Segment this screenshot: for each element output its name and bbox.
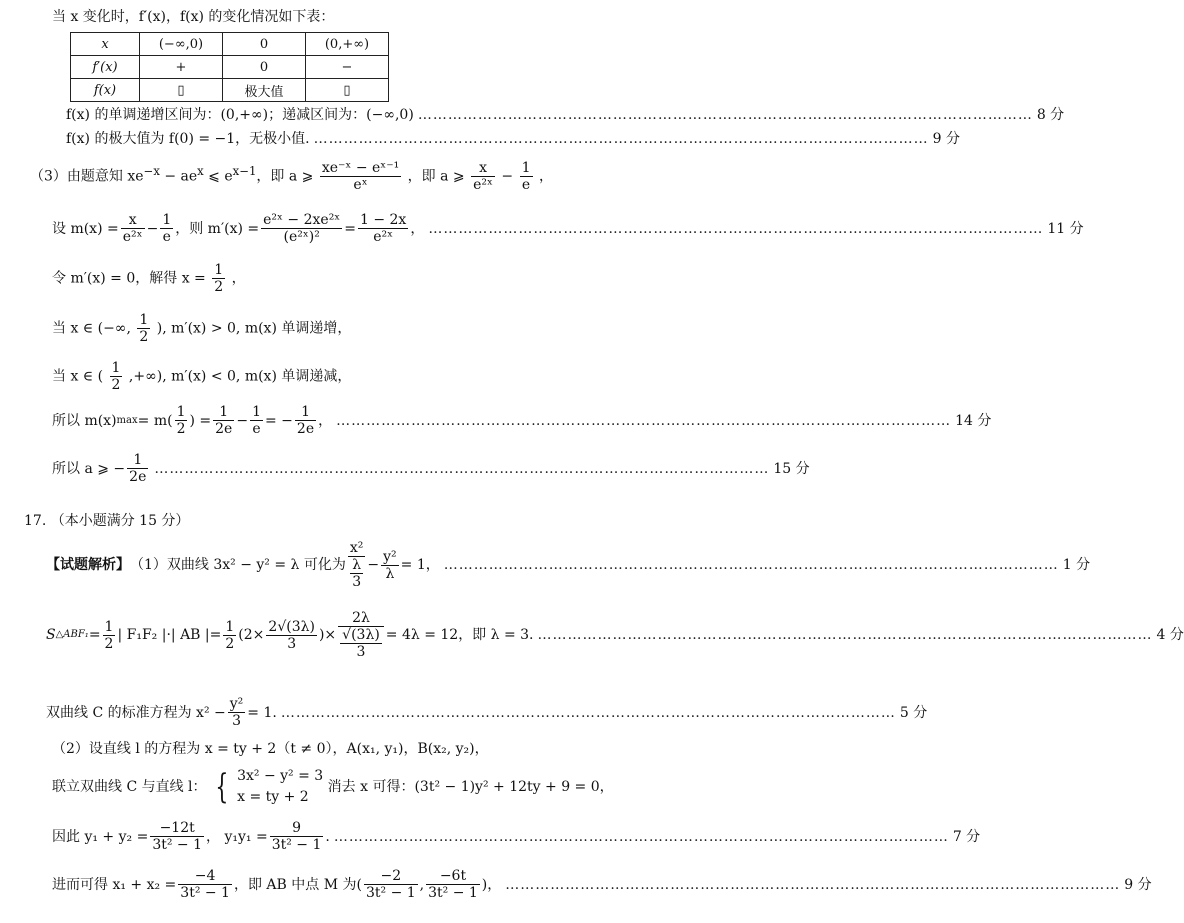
dot-leader: …………………………………………………………………………………………………………… [417, 107, 1033, 123]
q17-part1-line1 [46, 540, 1091, 591]
text: ), m′(x) > 0, m(x) 单调递增， [156, 320, 352, 337]
text: ， [318, 412, 333, 429]
dot-leader: …………………………………………………………………………………………………………… [505, 876, 1121, 893]
numerator: 1 [162, 212, 172, 228]
q17-heading: 17. （本小题满分 15 分） [24, 513, 190, 529]
table-cell: (0,+∞) [306, 33, 389, 56]
q17-standard-eq-line [46, 696, 928, 730]
text: 双曲线 C 的标准方程为 x² − [46, 704, 226, 721]
text: （1）双曲线 3x² − y² = λ 可化为 [130, 557, 346, 574]
text: 当 x ∈ (−∞, [52, 320, 131, 337]
denominator: (e²ˣ)² [283, 229, 320, 246]
text: 当 x ∈ ( [52, 368, 104, 385]
dot-leader: …………………………………………………………………………………………………………… [428, 220, 1044, 237]
text: 联立双曲线 C 与直线 l： [52, 779, 207, 795]
numerator: 1 [176, 404, 186, 420]
dot-leader: …………………………………………………………………………………………………………… [280, 704, 896, 721]
dot-leader: …………………………………………………………………………………………………………… [443, 557, 1059, 574]
part3-line7 [52, 452, 810, 486]
fraction [175, 404, 188, 437]
numerator: 1 [139, 312, 149, 328]
text: − ae [159, 168, 198, 185]
text: （3）由题意知 xe [30, 168, 144, 185]
part3-line3 [52, 262, 246, 295]
superscript: −x [143, 163, 160, 178]
table-cell: (−∞,0) [140, 33, 223, 56]
numerator: xe⁻ˣ − eˣ⁻¹ [321, 160, 400, 176]
text: 消去 x 可得：(3t² − 1)y² + 12ty + 9 = 0， [327, 779, 614, 795]
denominator: e [162, 229, 171, 246]
dot-leader: …………………………………………………………………………………………………………… [333, 828, 949, 845]
table-cell: 0 [223, 56, 306, 79]
score-label: 9 分 [932, 131, 960, 147]
part3-line2 [52, 212, 1084, 246]
table-cell: ▯ [140, 79, 223, 102]
denominator: 3 [356, 644, 366, 661]
equation: 3x² − y² = 3 [237, 768, 324, 784]
table-cell: 0 [223, 33, 306, 56]
numerator: −12t [150, 820, 204, 837]
fraction [350, 557, 363, 590]
part3-line1 [30, 160, 553, 193]
numerator: 1 [213, 404, 234, 421]
fraction [160, 212, 173, 245]
text: | F₁F₂ |·| AB |= [117, 627, 222, 644]
text: − [236, 412, 249, 429]
fraction [250, 404, 263, 437]
variation-table [70, 32, 389, 102]
table-row [71, 56, 389, 79]
numerator: 1 [127, 452, 148, 469]
q17-vieta-line [52, 820, 981, 854]
fraction [381, 549, 399, 582]
q17-system-line [52, 766, 614, 808]
text: = 1. [247, 704, 277, 721]
denominator: eˣ [353, 177, 368, 194]
fraction [471, 160, 495, 193]
denominator: 2 [225, 635, 235, 652]
text: = m( [137, 412, 173, 429]
text: ) = [189, 412, 212, 429]
numerator: λ [350, 557, 363, 574]
denominator: 2e [296, 421, 315, 438]
fraction [426, 868, 480, 901]
table-cell: f(x) [71, 79, 140, 102]
denominator: 3t² − 1 [428, 885, 478, 902]
text: S [46, 627, 56, 644]
fraction [270, 820, 324, 853]
numerator: y² [383, 548, 397, 565]
fraction [127, 452, 148, 485]
fraction [212, 262, 225, 295]
fraction [340, 627, 382, 660]
fraction [320, 160, 401, 193]
fraction [338, 610, 384, 660]
denominator: 2 [111, 377, 121, 394]
denominator: 2 [176, 421, 186, 438]
denominator: 3t² − 1 [365, 885, 416, 902]
fraction [137, 312, 150, 345]
denominator: 3t² − 1 [271, 837, 322, 854]
text: , [419, 876, 425, 893]
numerator: x [471, 160, 495, 177]
superscript: x [197, 163, 204, 178]
score-label: 9 分 [1124, 876, 1152, 893]
fraction [178, 868, 232, 901]
part3-line4 [52, 312, 351, 345]
denominator: e [521, 177, 531, 194]
fraction [348, 540, 366, 590]
fraction [295, 404, 316, 437]
denominator: 3 [287, 635, 297, 652]
numerator: 2λ [338, 610, 384, 627]
fraction [261, 212, 342, 245]
superscript: x−1 [232, 163, 257, 178]
q17-midpoint-line [52, 868, 1152, 902]
text: − [367, 557, 380, 574]
numerator: √(3λ) [342, 627, 380, 644]
fraction [358, 212, 408, 245]
subscript: max [116, 414, 138, 426]
table-cell: + [140, 56, 223, 79]
numerator: 9 [270, 820, 324, 837]
denominator: 3t² − 1 [180, 885, 230, 902]
table-header-row [71, 33, 389, 56]
score-label: 11 分 [1047, 220, 1084, 237]
text: )， [481, 876, 502, 893]
denominator: e²ˣ [373, 229, 394, 246]
monotonic-text: f(x) 的单调递增区间为：(0,+∞)；递减区间为：(−∞,0) [66, 107, 414, 123]
numerator: x² [349, 540, 364, 556]
score-label: 8 分 [1036, 107, 1065, 123]
text: . [325, 828, 330, 845]
score-label: 5 分 [899, 704, 928, 721]
numerator: −2 [364, 868, 418, 885]
q17-part2-line: （2）设直线 l 的方程为 x = ty + 2（t ≠ 0），A(x₁, y₁)，B(x₂, y₂)， [52, 741, 489, 757]
dot-leader: …………………………………………………………………………………………………………… [336, 412, 952, 429]
fraction [110, 360, 123, 393]
text: = 4λ = 12，即 λ = 3. [385, 627, 534, 644]
text: = 1， [400, 557, 440, 574]
part3-line5 [52, 360, 351, 393]
numerator: 1 [104, 618, 114, 635]
numerator: 1 [225, 618, 235, 635]
denominator: e²ˣ [122, 229, 143, 246]
table-row [71, 79, 389, 102]
fraction [213, 404, 234, 437]
left-brace: { [215, 767, 229, 807]
fraction [121, 212, 145, 245]
denominator: 2 [104, 635, 114, 652]
numerator: e²ˣ − 2xe²ˣ [263, 212, 341, 228]
numerator: 1 [521, 160, 531, 176]
text: ， [231, 270, 246, 287]
denominator: e²ˣ [473, 177, 493, 194]
text: 所以 a ⩾ − [52, 460, 126, 477]
score-label: 7 分 [952, 828, 981, 845]
fraction [150, 820, 204, 853]
table-intro: 当 x 变化时，f′(x)，f(x) 的变化情况如下表： [52, 9, 335, 25]
text: ， [538, 168, 553, 185]
subscript: △ABF₁ [55, 629, 89, 641]
denominator: λ [385, 565, 395, 582]
text: = − [265, 412, 293, 429]
numerator: 1 [295, 404, 316, 421]
part3-line6 [52, 404, 992, 438]
text: ⩽ e [203, 168, 233, 185]
fraction [266, 619, 317, 652]
score-label: 15 分 [773, 460, 810, 477]
denominator: 2 [139, 329, 149, 346]
text: ，即 a ⩾ [256, 168, 314, 185]
dot-leader: …………………………………………………………………………………………………………… [154, 460, 770, 477]
dot-leader: …………………………………………………………………………………………………………… [537, 627, 1153, 644]
text: ，即 AB 中点 M 为( [233, 876, 362, 893]
numerator: x [121, 212, 145, 229]
text: 进而可得 x₁ + x₂ = [52, 876, 177, 893]
text: 所以 m(x) [52, 412, 117, 429]
text: − [146, 220, 159, 237]
table-cell: ▯ [306, 79, 389, 102]
numerator: 2√(3λ) [268, 618, 315, 635]
fraction [364, 868, 418, 901]
table-cell: f′(x) [71, 56, 140, 79]
text: (2× [238, 627, 265, 644]
text: ,+∞), m′(x) < 0, m(x) 单调递减， [128, 368, 352, 385]
q17-area-line [46, 610, 1184, 661]
numerator: −6t [426, 868, 480, 885]
denominator: 2e [215, 421, 233, 438]
equation: x = ty + 2 [237, 789, 309, 805]
denominator: 3t² − 1 [152, 837, 202, 854]
denominator [338, 627, 384, 660]
extreme-line [66, 131, 960, 147]
score-label: 14 分 [955, 412, 992, 429]
fraction [223, 619, 236, 652]
text: )× [318, 627, 337, 644]
section-tag: 【试题解析】 [46, 557, 130, 574]
text: ，即 a ⩾ [407, 168, 465, 185]
numerator: 1 [214, 262, 224, 278]
text: ， y₁y₁ = [206, 828, 268, 845]
denominator: 3 [352, 574, 362, 591]
equation-system [237, 766, 323, 808]
text: ，则 m′(x) = [175, 220, 260, 237]
numerator: 1 [252, 404, 261, 420]
table-cell: x [71, 33, 140, 56]
text: = [344, 220, 356, 237]
table-cell: 极大值 [223, 79, 306, 102]
monotonic-line [66, 107, 1065, 123]
numerator: −4 [178, 868, 232, 885]
denominator: 3 [232, 713, 241, 730]
denominator [348, 557, 366, 590]
text: 令 m′(x) = 0，解得 x = [52, 270, 206, 287]
numerator: y² [229, 696, 244, 712]
text: 因此 y₁ + y₂ = [52, 828, 149, 845]
text: ， [410, 220, 425, 237]
score-label: 1 分 [1062, 557, 1091, 574]
table-cell: − [306, 56, 389, 79]
text: 设 m(x) = [52, 220, 119, 237]
text: − [501, 168, 514, 185]
denominator: e [252, 421, 261, 438]
score-label: 4 分 [1156, 627, 1184, 644]
numerator: 1 − 2x [359, 212, 407, 228]
denominator: 2e [129, 469, 147, 486]
numerator: 1 [111, 360, 121, 376]
fraction [520, 160, 533, 193]
text: = [88, 627, 101, 644]
fraction [228, 696, 246, 729]
dot-leader: …………………………………………………………………………………………………………… [313, 131, 929, 147]
denominator: 2 [214, 279, 224, 296]
fraction [103, 619, 116, 652]
extreme-text: f(x) 的极大值为 f(0) = −1，无极小值. [66, 131, 310, 147]
